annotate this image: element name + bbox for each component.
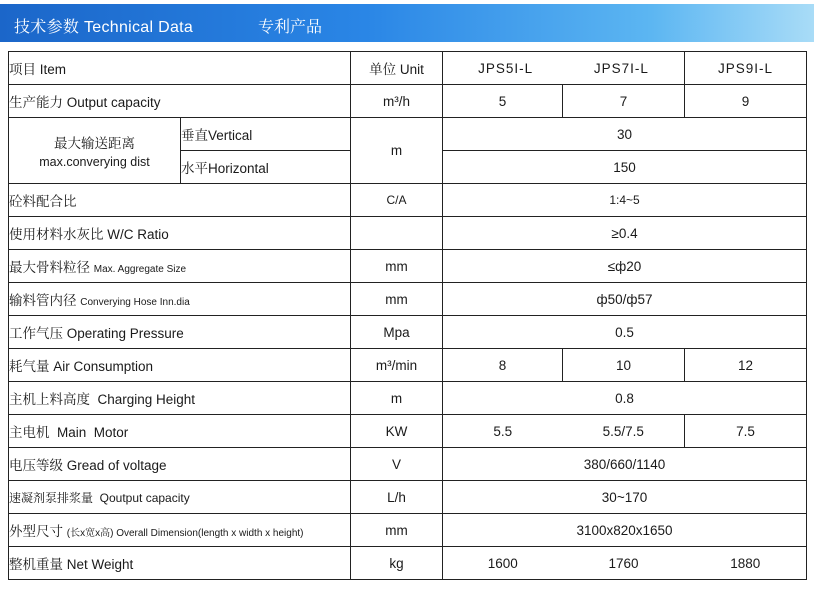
page-subtitle: 专利产品 [258, 19, 323, 36]
distance-unit: m [351, 118, 443, 184]
accelerator-label: 速凝剂泵排浆量 Qoutput capacity [9, 481, 351, 514]
header-model-7: JPS7I-L [593, 60, 649, 76]
motor-label: 主电机 Main Motor [9, 415, 351, 448]
header-model-9: JPS9I-L [685, 52, 807, 85]
table-row [9, 184, 807, 217]
output-label: 生产能力 Output capacity [9, 85, 351, 118]
header-banner [0, 4, 814, 42]
ratio-unit: C/A [351, 184, 443, 217]
horizontal-value: 150 [443, 151, 807, 184]
air-unit: m³/min [351, 349, 443, 382]
air-value-7: 10 [563, 349, 685, 382]
table-header-row [9, 52, 807, 85]
table-row [9, 316, 807, 349]
motor-value-5: 5.5 [443, 415, 563, 448]
aggregate-unit: mm [351, 250, 443, 283]
header-unit: 单位 Unit [351, 52, 443, 85]
aggregate-label [9, 250, 351, 283]
table-row [9, 283, 807, 316]
table-row [9, 250, 807, 283]
page-title: 技术参数 Technical Data [14, 19, 194, 36]
wc-ratio-value: ≥0.4 [443, 217, 807, 250]
wc-ratio-label: 使用材料水灰比 W/C Ratio [9, 217, 351, 250]
header-models-5-7 [443, 52, 685, 85]
charging-label: 主机上料高度 Charging Height [9, 382, 351, 415]
wc-ratio-unit [351, 217, 443, 250]
air-label: 耗气量 Air Consumption [9, 349, 351, 382]
hose-unit: mm [351, 283, 443, 316]
spec-table [8, 51, 807, 580]
weight-unit: kg [351, 547, 443, 580]
header-item: 项目 Item [9, 52, 351, 85]
hose-label-cn: 输料管内径 [9, 293, 77, 308]
table-row [9, 514, 807, 547]
table-row [9, 382, 807, 415]
air-value-5: 8 [443, 349, 563, 382]
ratio-label: 砼料配合比 [9, 184, 351, 217]
table-row [9, 547, 807, 580]
air-value-9: 12 [685, 349, 807, 382]
table-row [9, 415, 807, 448]
hose-value: ф50/ф57 [443, 283, 807, 316]
distance-label-cn: 最大输送距离 [54, 136, 135, 151]
table-row [9, 448, 807, 481]
table-row [9, 349, 807, 382]
voltage-value: 380/660/1140 [443, 448, 807, 481]
table-row [9, 481, 807, 514]
weight-value-9: 1880 [685, 547, 807, 580]
aggregate-value: ≤ф20 [443, 250, 807, 283]
hose-label [9, 283, 351, 316]
table-row [9, 85, 807, 118]
charging-unit: m [351, 382, 443, 415]
ratio-value: 1:4~5 [443, 184, 807, 217]
distance-label [9, 118, 181, 184]
accelerator-unit: L/h [351, 481, 443, 514]
motor-unit: KW [351, 415, 443, 448]
motor-value-9: 7.5 [685, 415, 807, 448]
header-model-5: JPS5I-L [478, 60, 534, 76]
voltage-unit: V [351, 448, 443, 481]
distance-label-en: max.converying dist [39, 155, 150, 169]
aggregate-label-cn: 最大骨料粒径 [9, 260, 90, 275]
dimension-label-cn: 外型尺寸 [9, 524, 63, 539]
weight-label: 整机重量 Net Weight [9, 547, 351, 580]
dimension-unit: mm [351, 514, 443, 547]
weight-value-7: 1760 [563, 547, 685, 580]
table-row [9, 118, 807, 151]
dimension-value: 3100x820x1650 [443, 514, 807, 547]
hose-label-en: Converying Hose Inn.dia [80, 297, 190, 308]
horizontal-label: 水平Horizontal [181, 151, 351, 184]
output-value-7: 7 [563, 85, 685, 118]
weight-value-5: 1600 [443, 547, 563, 580]
voltage-label: 电压等级 Gread of voltage [9, 448, 351, 481]
motor-value-7: 5.5/7.5 [563, 415, 685, 448]
table-row [9, 217, 807, 250]
vertical-label: 垂直Vertical [181, 118, 351, 151]
pressure-label: 工作气压 Operating Pressure [9, 316, 351, 349]
dimension-label [9, 514, 351, 547]
pressure-value: 0.5 [443, 316, 807, 349]
accelerator-value: 30~170 [443, 481, 807, 514]
output-unit: m³/h [351, 85, 443, 118]
charging-value: 0.8 [443, 382, 807, 415]
pressure-unit: Mpa [351, 316, 443, 349]
dimension-label-en: (长x宽x高) Overall Dimension(length x width x height) [66, 528, 304, 539]
aggregate-label-en: Max. Aggregate Size [93, 264, 187, 275]
vertical-value: 30 [443, 118, 807, 151]
output-value-5: 5 [443, 85, 563, 118]
output-value-9: 9 [685, 85, 807, 118]
